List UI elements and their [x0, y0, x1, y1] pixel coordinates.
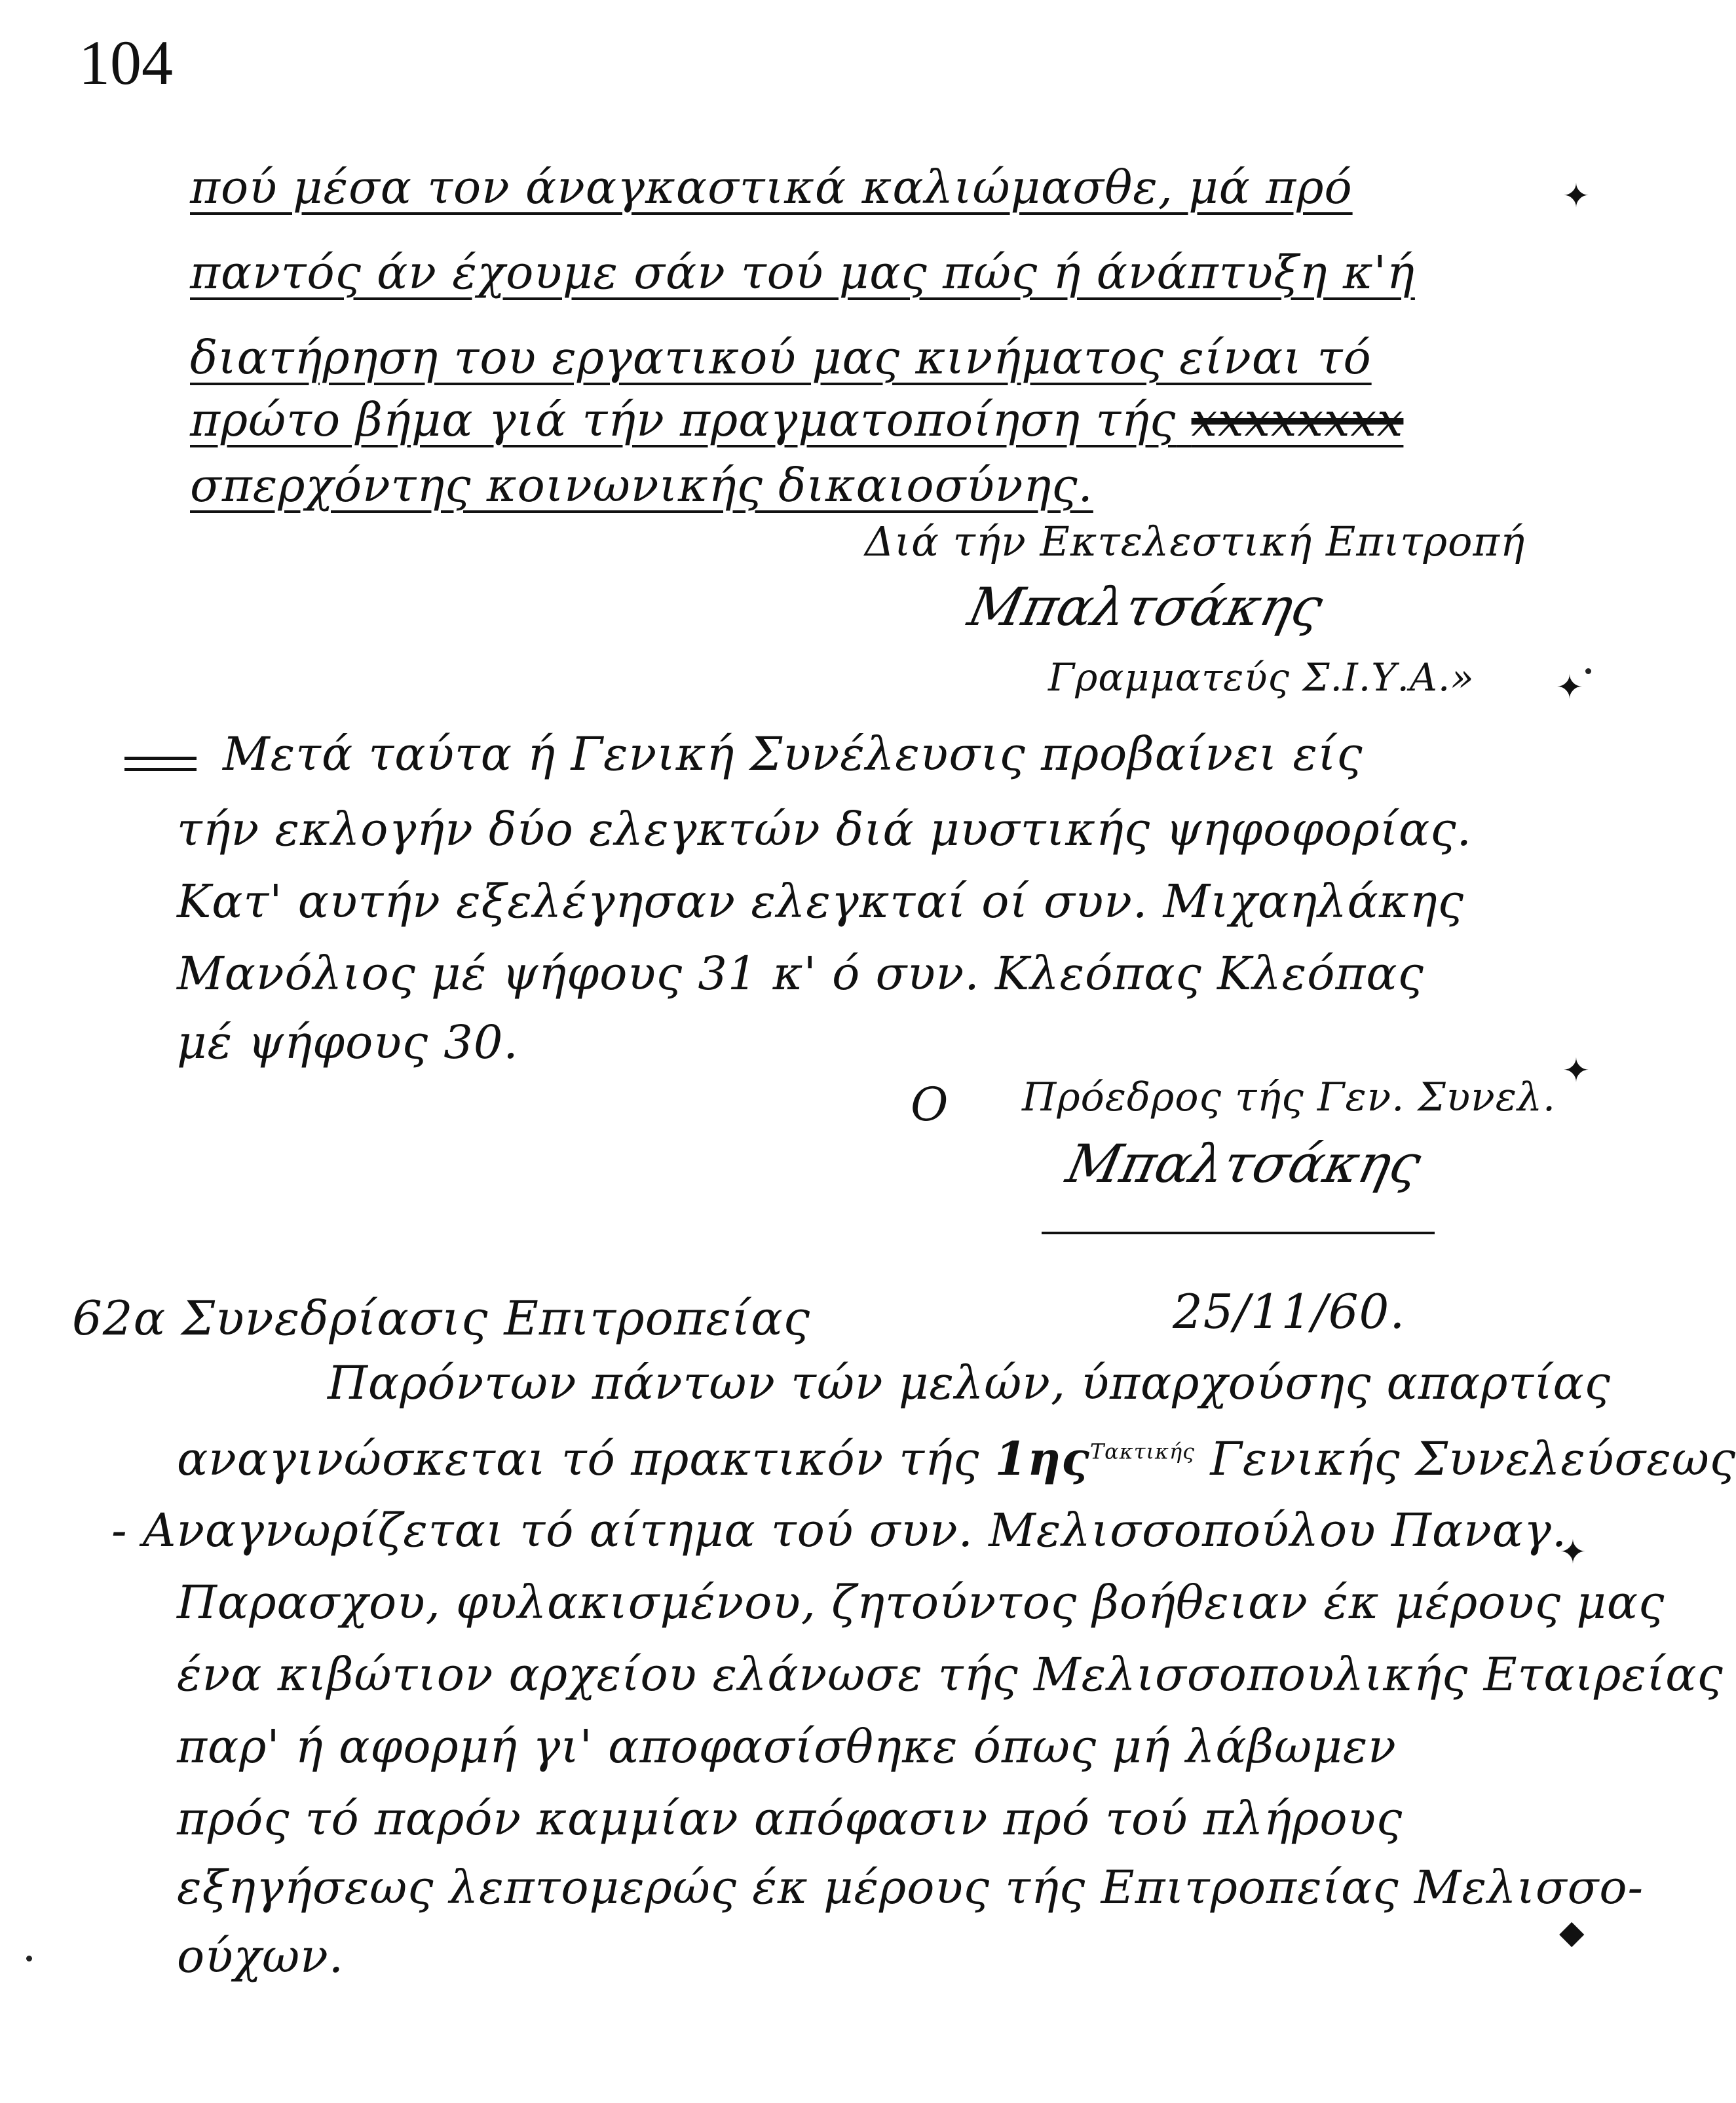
margin-mark-4: ✦ — [1559, 1533, 1587, 1571]
section-mark-dash-top — [124, 757, 197, 760]
minutes-line-2: τήν εκλογήν δύο ελεγκτών διά μυστικής ψηφοφορίας. — [177, 803, 1472, 856]
letter-signature: Μπαλτσάκης — [963, 577, 1329, 637]
session-date: 25/11/60. — [1173, 1284, 1406, 1339]
margin-mark-3: ✦ — [1562, 1052, 1590, 1089]
margin-mark-5: ◆ — [1559, 1913, 1585, 1951]
session-title: 62α Συνεδρίασις Επιτροπείας — [72, 1291, 811, 1346]
session-body-line-3: ένα κιβώτιον αρχείου ελάνωσε τής Μελισσοπουλικής Εταιρείας — [177, 1648, 1724, 1701]
session-line-2 — [177, 1431, 1736, 1486]
letter-closing: Διά τήν Εκτελεστική Επιτροπή — [865, 518, 1526, 565]
signature-rule — [1042, 1232, 1435, 1234]
session-body-line-6: εξηγήσεως λεπτομερώς έκ μέρους τής Επιτροπείας Μελισσο- — [177, 1861, 1644, 1914]
session-body-line-5: πρός τό παρόν καμμίαν απόφασιν πρό τού πλήρους — [177, 1792, 1403, 1846]
section-mark-dash-bottom — [124, 768, 197, 771]
president-title: Πρόεδρος τής Γεν. Συνελ. — [1022, 1074, 1557, 1120]
minutes-line-5: μέ ψήφους 30. — [177, 1015, 519, 1069]
minutes-line-4: Μανόλιος μέ ψήφους 31 κ' ό συν. Κλεόπας Κλεόπας — [177, 947, 1424, 1000]
page-number: 104 — [79, 28, 173, 98]
speck-2 — [26, 1956, 32, 1961]
session-line-2-suffix: Γενικής Συνελεύσεως — [1210, 1432, 1736, 1486]
president-signature: Μπαλτσάκης — [1061, 1133, 1427, 1194]
session-line-1: Παρόντων πάντων τών μελών, ύπαρχούσης απαρτίας — [328, 1356, 1612, 1410]
session-ordinal: 1ης — [994, 1431, 1090, 1486]
minutes-line-3: Κατ' αυτήν εξελέγησαν ελεγκταί οί συν. Μιχαηλάκης — [177, 875, 1464, 928]
letter-line-2: παντός άν έχουμε σάν τού μας πώς ή άνάπτυξη κ'ή — [190, 246, 1415, 299]
margin-mark-2: ✦ — [1556, 668, 1583, 706]
letter-line-4 — [190, 393, 1403, 447]
letter-line-3: διατήρηση του εργατικού μας κινήματος είναι τό — [190, 331, 1372, 385]
session-body-line-1: - Αναγνωρίζεται τό αίτημα τού συν. Μελισσοπούλου Παναγ. — [111, 1504, 1568, 1557]
session-superscript: Τακτικής — [1089, 1439, 1196, 1464]
session-body-line-4: παρ' ή αφορμή γι' αποφασίσθηκε όπως μή λάβωμεν — [177, 1720, 1397, 1773]
letter-role: Γραμματεύς Σ.Ι.Υ.Α.» — [1048, 655, 1475, 700]
speck-1 — [1585, 668, 1591, 674]
letter-line-1: πού μέσα τον άναγκαστικά καλιώμασθε, μά πρό — [190, 161, 1353, 214]
minutes-line-1: Μετά ταύτα ή Γενική Συνέλευσις προβαίνει είς — [223, 727, 1363, 781]
session-body-line-2: Παρασχου, φυλακισμένου, ζητούντος βοήθειαν έκ μέρους μας — [177, 1576, 1665, 1629]
president-prefix: Ο — [911, 1078, 949, 1131]
margin-mark-1: ✦ — [1562, 177, 1590, 215]
letter-line-5: σπερχόντης κοινωνικής δικαιοσύνης. — [190, 459, 1093, 512]
struck-word: xxxxxxxx — [1191, 393, 1404, 447]
session-body-line-7: ούχων. — [177, 1929, 344, 1983]
letter-line-4-text: πρώτο βήμα γιά τήν πραγματοποίηση τής — [190, 393, 1177, 447]
session-line-2-prefix: αναγινώσκεται τό πρακτικόν τής — [177, 1432, 980, 1486]
